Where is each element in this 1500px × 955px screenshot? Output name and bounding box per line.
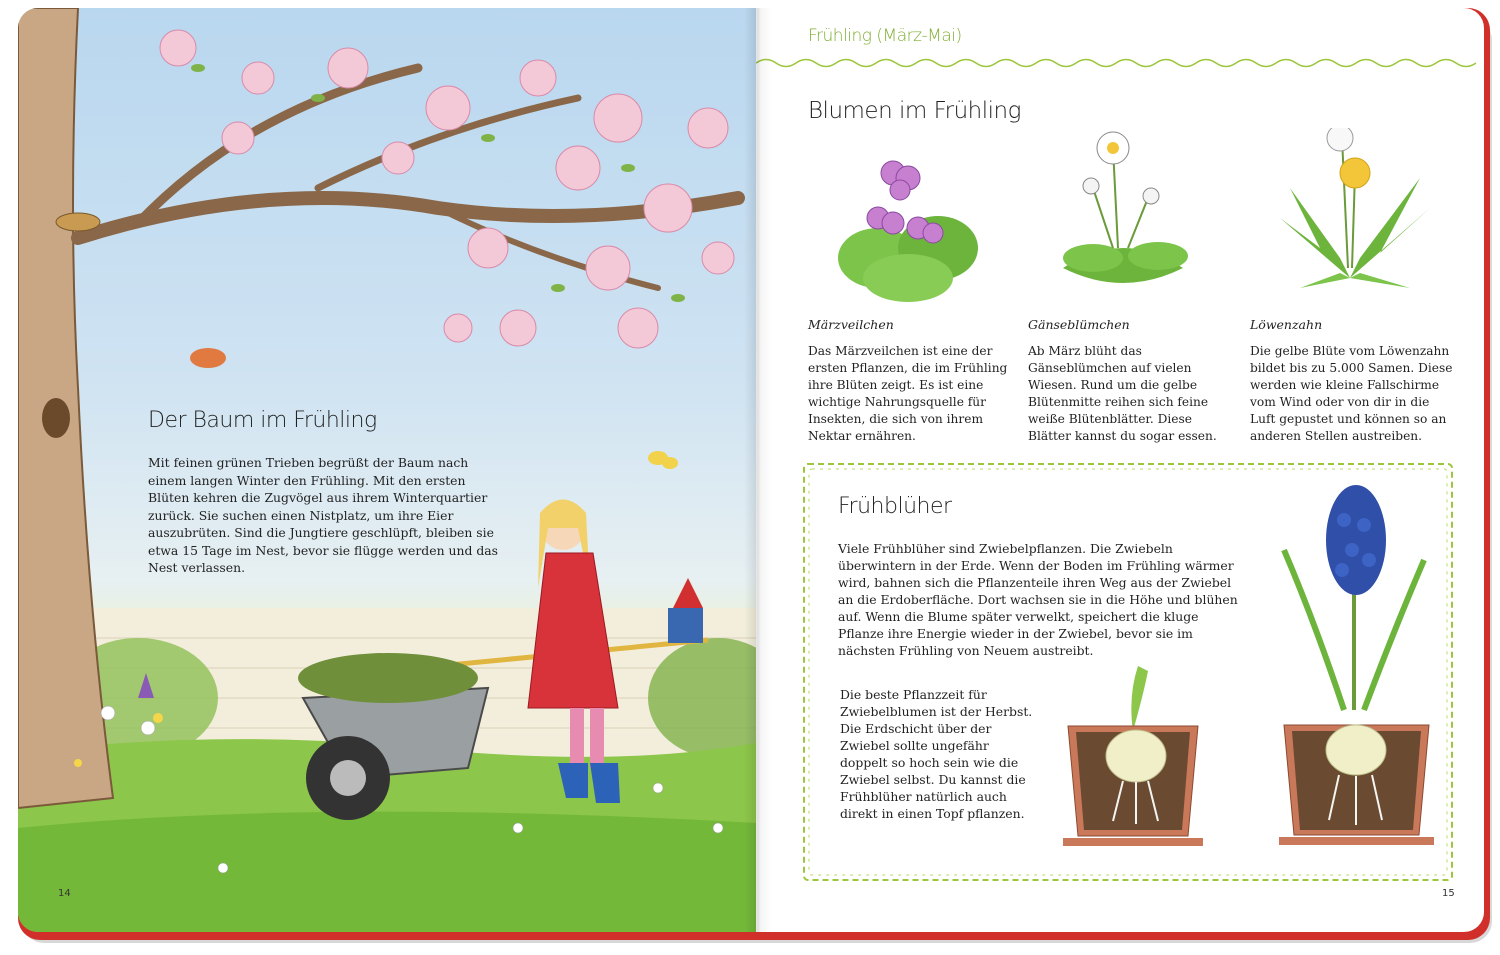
flower-name: Gänseblümchen xyxy=(1028,317,1130,332)
flower-card-loewenzahn xyxy=(1250,128,1455,443)
season-header: Frühling (März-Mai) xyxy=(808,26,962,46)
daisy-illustration xyxy=(1033,128,1213,308)
flower-card-gaensebluemchen xyxy=(1028,128,1233,443)
fruehblueher-body: Viele Frühblüher sind Zwiebelpflanzen. Die Zwiebeln überwintern in der Erde. Wenn der Boden im Frühling wärmer wird, bahnen sich die Pflanzenteile ihren Weg aus der Zwiebel an die Erdoberfläche. Dort wachsen sie in die Höhe und blühen auf. Wenn die Blume später verwelkt, speichert die kluge Pflanze ihre Energie wieder in der Zwiebel, bevor sie im nächsten Frühling von Neuem austreibt. xyxy=(838,541,1238,658)
vine-divider xyxy=(756,52,1484,74)
flower-description: Das Märzveilchen ist eine der ersten Pflanzen, die im Frühling ihre Blüten zeigt. Es ist eine wichtige Nahrungsquelle für Insekten, die sich von ihrem Nektar ernähren. xyxy=(808,344,1008,443)
flower-card-maerzveilchen xyxy=(808,128,1013,443)
dandelion-illustration xyxy=(1260,128,1440,308)
flower-description: Ab März blüht das Gänseblümchen auf vielen Wiesen. Rund um die gelbe Blütenmitte reihen sich feine weiße Blütenblätter. Diese Blätter kannst du sogar essen. xyxy=(1028,344,1217,443)
grape-hyacinth-illustration xyxy=(1264,480,1444,860)
planting-tip-text: Die beste Pflanzzeit für Zwiebelblumen ist der Herbst. Die Erdschicht über der Zwiebel sollte ungefähr doppelt so hoch sein wie die Zwiebel selbst. Du kannst die Frühblüher natürlich auch direkt in einen Topf pflanzen. xyxy=(840,687,1033,821)
left-page xyxy=(18,8,756,932)
flower-name: Löwenzahn xyxy=(1250,317,1323,332)
bulb-in-pot-illustration xyxy=(1058,656,1208,856)
left-page-body: Mit feinen grünen Trieben begrüßt der Baum nach einem langen Winter den Frühling. Mit den ersten Blüten kehren die Zugvögel aus ihrem Winterquartier zurück. Sie suchen einen Nistplatz, um ihre Eier auszubrüten. Sind die Jungtiere geschlüpft, bleiben sie etwa 15 Tage im Nest, bevor sie flügge werden und das Nest verlassen. xyxy=(148,455,498,575)
flowers-heading: Blumen im Frühling xyxy=(808,98,1021,124)
page-number-left: 14 xyxy=(58,888,71,899)
flower-name: Märzveilchen xyxy=(808,317,894,332)
fruehblueher-box xyxy=(798,458,1458,886)
fruehblueher-heading: Frühblüher xyxy=(838,494,952,519)
left-page-heading: Der Baum im Frühling xyxy=(148,408,377,433)
flower-description: Die gelbe Blüte vom Löwenzahn bildet bis zu 5.000 Samen. Diese werden wie kleine Fallschirme vom Wind oder von dir in die Luft gepustet und können so an anderen Stellen austreiben. xyxy=(1250,344,1453,443)
violet-illustration xyxy=(818,128,998,308)
right-page xyxy=(756,8,1484,932)
page-number-right: 15 xyxy=(1442,888,1455,899)
